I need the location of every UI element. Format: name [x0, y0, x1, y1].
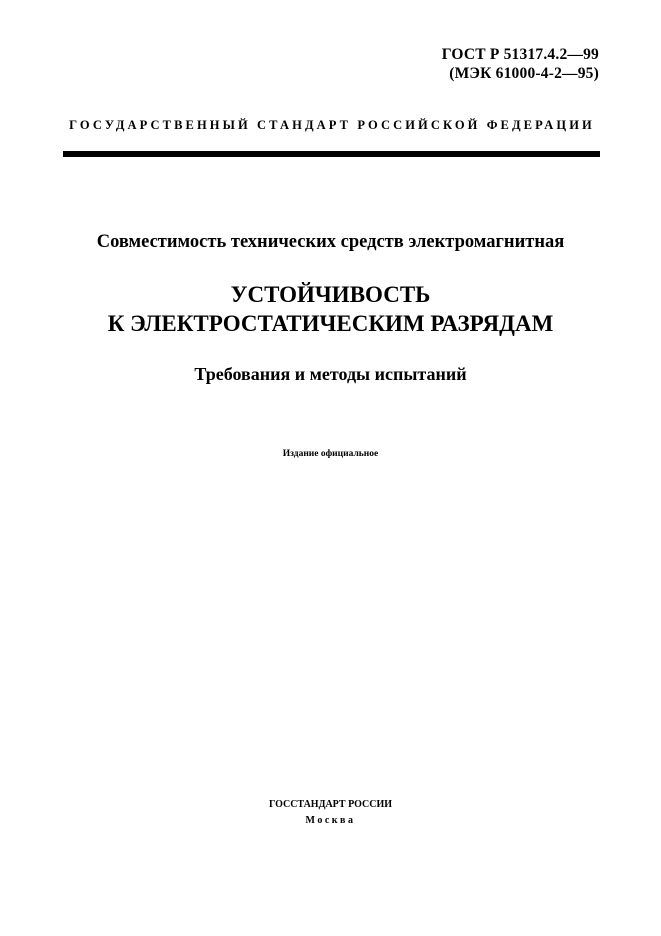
- standard-number: ГОСТ Р 51317.4.2—99: [441, 46, 599, 63]
- state-standard-heading: ГОСУДАРСТВЕННЫЙ СТАНДАРТ РОССИЙСКОЙ ФЕДЕРАЦИИ: [69, 118, 595, 132]
- document-subtitle: Требования и методы испытаний: [194, 364, 467, 384]
- publisher-name: ГОССТАНДАРТ РОССИИ: [268, 799, 393, 810]
- main-title-line-1: УСТОЙЧИВОСТЬ: [230, 282, 431, 307]
- header-divider: [63, 151, 600, 157]
- main-title: [0, 280, 661, 338]
- edition-label: Издание официальное: [282, 449, 379, 459]
- publisher-city: Москва: [305, 815, 356, 826]
- publisher-block: [0, 797, 661, 829]
- document-code-block: [442, 45, 599, 83]
- main-title-line-2: К ЭЛЕКТРОСТАТИЧЕСКИМ РАЗРЯДАМ: [107, 311, 554, 336]
- subject-title: Совместимость технических средств электромагнитная: [96, 232, 565, 252]
- iec-reference: (МЭК 61000-4-2—95): [449, 65, 599, 82]
